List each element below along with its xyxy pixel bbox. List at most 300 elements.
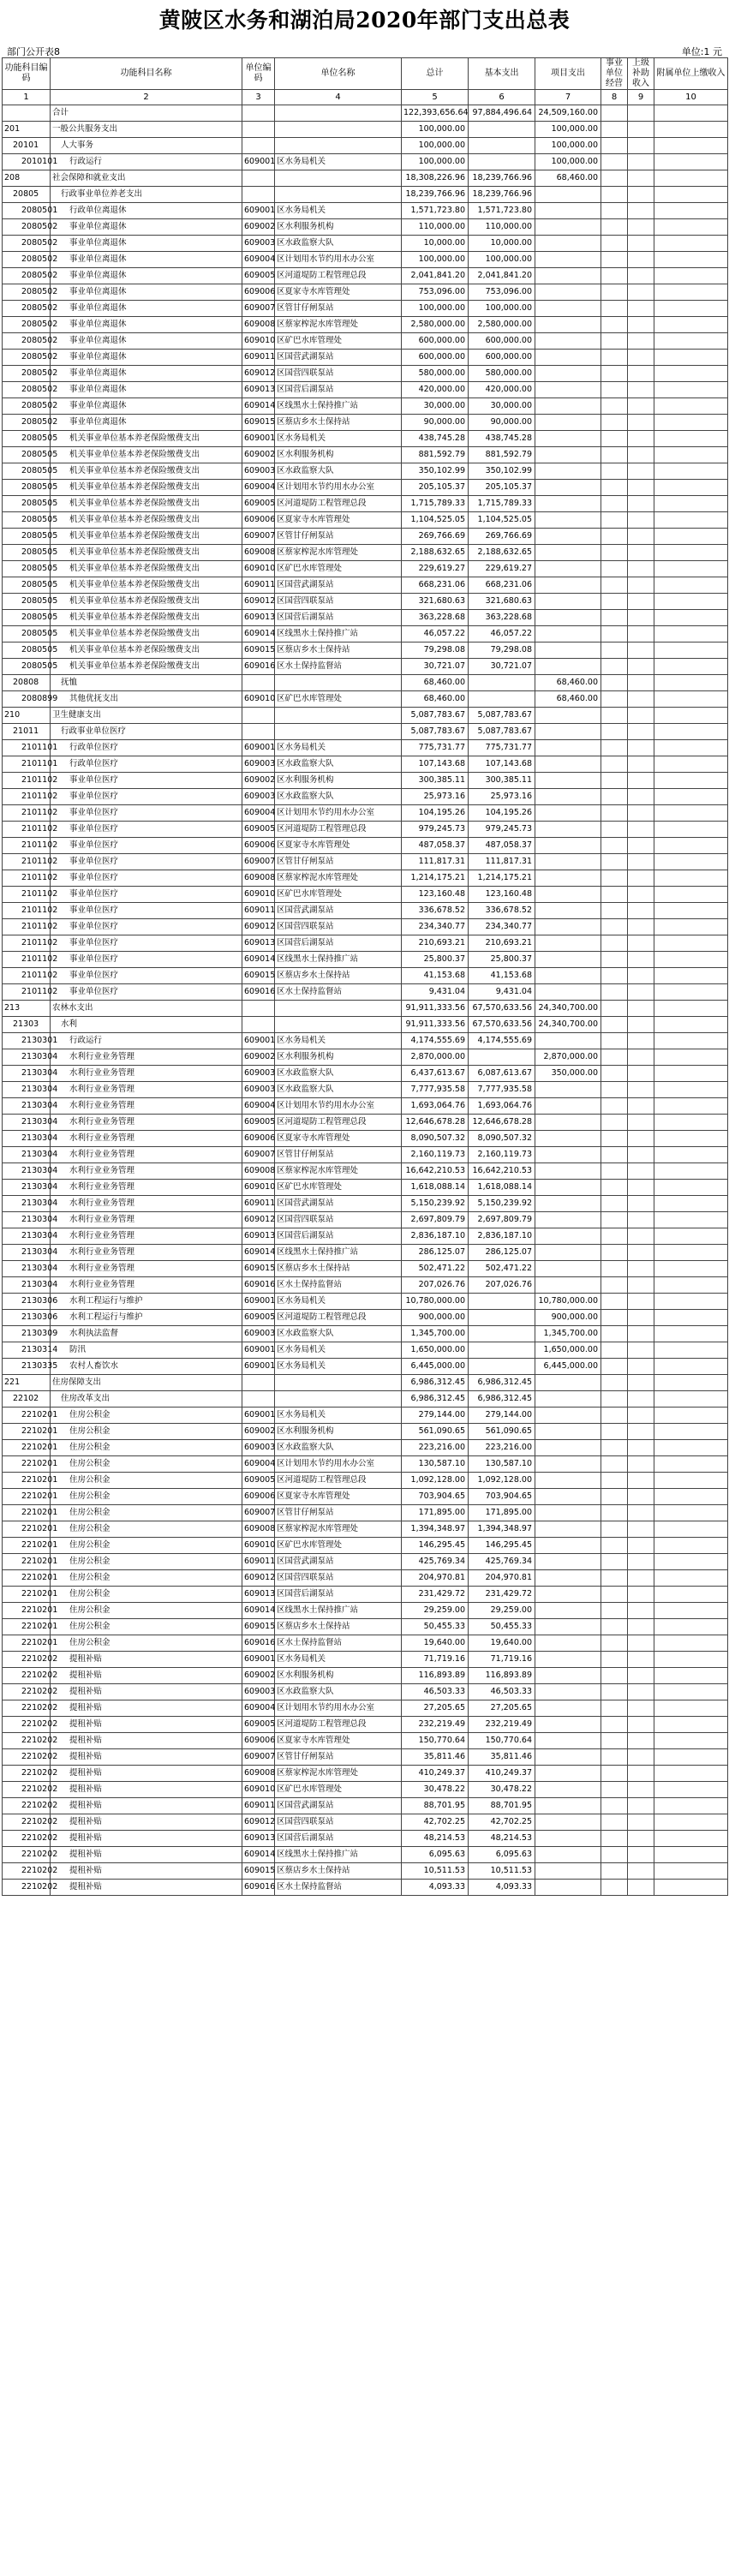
superior-subsidy-cell (628, 122, 654, 138)
unit-name-cell: 区水土保持监督站 (275, 1880, 402, 1896)
project-expense-cell (535, 1863, 601, 1880)
basic-expense-cell: 1,092,128.00 (469, 1473, 535, 1489)
unit-code-cell: 609001 (242, 1359, 275, 1375)
function-name-cell: 行政运行 (51, 1033, 242, 1049)
function-name-cell: 水利行业业务管理 (51, 1180, 242, 1196)
table-row (3, 1001, 728, 1017)
superior-subsidy-cell (628, 1098, 654, 1115)
function-code-cell: 2130304 (3, 1098, 51, 1115)
function-code-cell: 2080505 (3, 594, 51, 610)
function-name-cell: 提租补贴 (51, 1717, 242, 1733)
project-expense-cell (535, 1880, 601, 1896)
total-cell: 29,259.00 (402, 1603, 469, 1619)
function-name-cell: 住房保障支出 (51, 1375, 242, 1391)
function-name-cell: 事业单位医疗 (51, 854, 242, 870)
unit-name-cell: 区水政监察大队 (275, 463, 402, 480)
unit-code-cell: 609011 (242, 350, 275, 366)
total-cell: 16,642,210.53 (402, 1163, 469, 1180)
function-name-cell: 机关事业单位基本养老保险缴费支出 (51, 545, 242, 561)
function-code-cell: 2210202 (3, 1798, 51, 1814)
total-cell: 881,592.79 (402, 447, 469, 463)
function-name-cell: 事业单位医疗 (51, 870, 242, 887)
total-cell: 7,777,935.58 (402, 1082, 469, 1098)
table-row (3, 1147, 728, 1163)
affiliate-income-cell (654, 919, 728, 935)
function-code-cell: 2101102 (3, 952, 51, 968)
project-expense-cell (535, 740, 601, 756)
header-cell: 项目支出 (535, 58, 601, 90)
function-code-cell: 2080505 (3, 659, 51, 675)
affiliate-income-cell (654, 268, 728, 284)
basic-expense-cell: 111,817.31 (469, 854, 535, 870)
function-name-cell: 事业单位医疗 (51, 822, 242, 838)
dept-operation-cell (601, 236, 628, 252)
function-code-cell: 2210202 (3, 1652, 51, 1668)
function-name-cell: 机关事业单位基本养老保险缴费支出 (51, 594, 242, 610)
dept-operation-cell (601, 1505, 628, 1521)
dept-operation-cell (601, 1635, 628, 1652)
project-expense-cell (535, 919, 601, 935)
unit-code-cell: 609001 (242, 154, 275, 170)
total-cell: 19,640.00 (402, 1635, 469, 1652)
table-row (3, 382, 728, 398)
function-code-cell: 2210202 (3, 1700, 51, 1717)
total-cell: 90,000.00 (402, 415, 469, 431)
project-expense-cell (535, 610, 601, 626)
total-cell: 1,214,175.21 (402, 870, 469, 887)
dept-operation-cell (601, 366, 628, 382)
dept-operation-cell (601, 903, 628, 919)
total-cell: 50,455.33 (402, 1619, 469, 1635)
total-cell: 4,093.33 (402, 1880, 469, 1896)
dept-operation-cell (601, 1814, 628, 1831)
function-code-cell: 2101102 (3, 822, 51, 838)
dept-operation-cell (601, 1115, 628, 1131)
function-name-cell: 提租补贴 (51, 1831, 242, 1847)
total-cell: 100,000.00 (402, 252, 469, 268)
column-number: 8 (601, 90, 628, 105)
table-row (3, 1196, 728, 1212)
superior-subsidy-cell (628, 789, 654, 805)
function-name-cell: 行政单位离退休 (51, 203, 242, 219)
superior-subsidy-cell (628, 1749, 654, 1766)
dept-operation-cell (601, 1424, 628, 1440)
unit-name-cell: 区夏家寺水库管理处 (275, 1733, 402, 1749)
unit-code-cell: 609006 (242, 1733, 275, 1749)
unit-code-cell (242, 105, 275, 122)
table-row (3, 1310, 728, 1326)
function-name-cell: 抚恤 (51, 675, 242, 691)
unit-name-cell (275, 105, 402, 122)
superior-subsidy-cell (628, 952, 654, 968)
dept-operation-cell (601, 675, 628, 691)
unit-code-cell: 609005 (242, 822, 275, 838)
unit-name-cell (275, 724, 402, 740)
affiliate-income-cell (654, 838, 728, 854)
total-cell: 1,571,723.80 (402, 203, 469, 219)
function-code-cell: 2210202 (3, 1814, 51, 1831)
unit-code-cell: 609011 (242, 903, 275, 919)
column-number: 4 (275, 90, 402, 105)
function-code-cell: 21011 (3, 724, 51, 740)
project-expense-cell: 350,000.00 (535, 1066, 601, 1082)
function-code-cell: 2210201 (3, 1554, 51, 1570)
basic-expense-cell: 4,174,555.69 (469, 1033, 535, 1049)
function-code-cell: 2130306 (3, 1310, 51, 1326)
function-code-cell: 2210201 (3, 1587, 51, 1603)
function-name-cell: 水利行业业务管理 (51, 1066, 242, 1082)
unit-code-cell: 609015 (242, 643, 275, 659)
function-name-cell: 住房公积金 (51, 1635, 242, 1652)
dept-operation-cell (601, 887, 628, 903)
total-cell: 5,087,783.67 (402, 724, 469, 740)
total-cell: 234,340.77 (402, 919, 469, 935)
dept-operation-cell (601, 170, 628, 187)
total-cell: 753,096.00 (402, 284, 469, 301)
affiliate-income-cell (654, 1408, 728, 1424)
superior-subsidy-cell (628, 463, 654, 480)
unit-name-cell: 区矿巴水库管理处 (275, 561, 402, 577)
project-expense-cell (535, 1782, 601, 1798)
function-name-cell: 提租补贴 (51, 1847, 242, 1863)
unit-name-cell: 区夏家寺水库管理处 (275, 512, 402, 529)
table-row (3, 1294, 728, 1310)
project-expense-cell (535, 1652, 601, 1668)
unit-name-cell: 区国营后湖泵站 (275, 1228, 402, 1245)
superior-subsidy-cell (628, 1066, 654, 1082)
unit-code-cell: 609011 (242, 1196, 275, 1212)
dept-operation-cell (601, 447, 628, 463)
total-cell: 5,087,783.67 (402, 708, 469, 724)
unit-name-cell: 区蔡店乡水土保持站 (275, 1863, 402, 1880)
unit-name-cell: 区夏家寺水库管理处 (275, 838, 402, 854)
project-expense-cell: 2,870,000.00 (535, 1049, 601, 1066)
affiliate-income-cell (654, 415, 728, 431)
project-expense-cell (535, 284, 601, 301)
function-code-cell: 2130304 (3, 1261, 51, 1277)
dept-operation-cell (601, 1570, 628, 1587)
function-name-cell: 水利行业业务管理 (51, 1196, 242, 1212)
function-name-cell: 提租补贴 (51, 1700, 242, 1717)
basic-expense-cell: 2,160,119.73 (469, 1147, 535, 1163)
project-expense-cell (535, 854, 601, 870)
basic-expense-cell: 90,000.00 (469, 415, 535, 431)
affiliate-income-cell (654, 1831, 728, 1847)
total-cell: 410,249.37 (402, 1766, 469, 1782)
unit-name-cell: 区国营后湖泵站 (275, 1587, 402, 1603)
function-name-cell: 事业单位医疗 (51, 968, 242, 984)
project-expense-cell (535, 1798, 601, 1814)
unit-code-cell: 609006 (242, 512, 275, 529)
function-code-cell: 221 (3, 1375, 51, 1391)
total-cell: 1,693,064.76 (402, 1098, 469, 1115)
unit-code-cell (242, 138, 275, 154)
basic-expense-cell: 18,239,766.96 (469, 170, 535, 187)
affiliate-income-cell (654, 1538, 728, 1554)
table-row (3, 1163, 728, 1180)
unit-code-cell: 609010 (242, 887, 275, 903)
dept-operation-cell (601, 1049, 628, 1066)
table-row (3, 626, 728, 643)
dept-operation-cell (601, 154, 628, 170)
unit-code-cell: 609007 (242, 1749, 275, 1766)
basic-expense-cell: 6,986,312.45 (469, 1375, 535, 1391)
dept-operation-cell (601, 1798, 628, 1814)
function-name-cell: 机关事业单位基本养老保险缴费支出 (51, 577, 242, 594)
basic-expense-cell: 146,295.45 (469, 1538, 535, 1554)
unit-name-cell: 区计划用水节约用水办公室 (275, 1098, 402, 1115)
total-cell: 269,766.69 (402, 529, 469, 545)
total-cell: 204,970.81 (402, 1570, 469, 1587)
expenditure-table (2, 57, 728, 1896)
dept-operation-cell (601, 1668, 628, 1684)
function-code-cell: 2080505 (3, 496, 51, 512)
column-number: 1 (3, 90, 51, 105)
function-name-cell: 其他优抚支出 (51, 691, 242, 708)
total-cell: 30,478.22 (402, 1782, 469, 1798)
unit-name-cell: 区水土保持监督站 (275, 984, 402, 1001)
unit-code-cell: 609007 (242, 854, 275, 870)
superior-subsidy-cell (628, 1652, 654, 1668)
project-expense-cell (535, 1521, 601, 1538)
function-code-cell: 2080502 (3, 415, 51, 431)
project-expense-cell: 1,650,000.00 (535, 1342, 601, 1359)
superior-subsidy-cell (628, 1782, 654, 1798)
dept-operation-cell (601, 1652, 628, 1668)
dept-operation-cell (601, 219, 628, 236)
table-row (3, 1880, 728, 1896)
unit-name-cell: 区河道堤防工程管理总段 (275, 1310, 402, 1326)
unit-code-cell: 609014 (242, 952, 275, 968)
project-expense-cell (535, 935, 601, 952)
superior-subsidy-cell (628, 1310, 654, 1326)
total-cell: 600,000.00 (402, 350, 469, 366)
function-name-cell: 水利 (51, 1017, 242, 1033)
affiliate-income-cell (654, 935, 728, 952)
table-row (3, 187, 728, 203)
affiliate-income-cell (654, 659, 728, 675)
unit-code-cell: 609004 (242, 252, 275, 268)
superior-subsidy-cell (628, 1342, 654, 1359)
table-row (3, 1749, 728, 1766)
header-cell: 上级补助收入 (628, 58, 654, 90)
affiliate-income-cell (654, 122, 728, 138)
superior-subsidy-cell (628, 1196, 654, 1212)
column-number: 10 (654, 90, 728, 105)
dept-operation-cell (601, 284, 628, 301)
unit-code-cell: 609002 (242, 1049, 275, 1066)
unit-name-cell: 区国营武湖泵站 (275, 350, 402, 366)
dept-operation-cell (601, 659, 628, 675)
total-cell: 111,817.31 (402, 854, 469, 870)
unit-code-cell: 609010 (242, 1782, 275, 1798)
table-row (3, 870, 728, 887)
total-cell: 8,090,507.32 (402, 1131, 469, 1147)
unit-code-cell: 609013 (242, 610, 275, 626)
total-cell: 5,150,239.92 (402, 1196, 469, 1212)
affiliate-income-cell (654, 577, 728, 594)
unit-code-cell: 609010 (242, 333, 275, 350)
dept-operation-cell (601, 1131, 628, 1147)
total-cell: 12,646,678.28 (402, 1115, 469, 1131)
function-code-cell: 2210201 (3, 1440, 51, 1456)
unit-name-cell (275, 1375, 402, 1391)
affiliate-income-cell (654, 887, 728, 903)
dept-operation-cell (601, 1521, 628, 1538)
basic-expense-cell: 25,973.16 (469, 789, 535, 805)
project-expense-cell (535, 1831, 601, 1847)
total-cell: 107,143.68 (402, 756, 469, 773)
function-code-cell: 2210202 (3, 1880, 51, 1896)
function-code-cell: 2210202 (3, 1668, 51, 1684)
dept-operation-cell (601, 138, 628, 154)
unit-name-cell: 区河道堤防工程管理总段 (275, 1473, 402, 1489)
superior-subsidy-cell (628, 512, 654, 529)
unit-name-cell: 区国营后湖泵站 (275, 610, 402, 626)
total-cell: 205,105.37 (402, 480, 469, 496)
basic-expense-cell: 19,640.00 (469, 1635, 535, 1652)
function-code-cell: 2130304 (3, 1082, 51, 1098)
header-cell: 事业单位经营 (601, 58, 628, 90)
superior-subsidy-cell (628, 366, 654, 382)
basic-expense-cell: 2,041,841.20 (469, 268, 535, 284)
project-expense-cell (535, 1082, 601, 1098)
table-row (3, 1863, 728, 1880)
affiliate-income-cell (654, 333, 728, 350)
function-name-cell: 机关事业单位基本养老保险缴费支出 (51, 610, 242, 626)
table-row (3, 577, 728, 594)
function-name-cell: 提租补贴 (51, 1814, 242, 1831)
project-expense-cell (535, 317, 601, 333)
project-expense-cell (535, 838, 601, 854)
unit-code-cell: 609003 (242, 756, 275, 773)
basic-expense-cell: 438,745.28 (469, 431, 535, 447)
affiliate-income-cell (654, 756, 728, 773)
function-code-cell: 2080502 (3, 284, 51, 301)
project-expense-cell (535, 643, 601, 659)
table-row (3, 838, 728, 854)
function-code-cell: 2210202 (3, 1684, 51, 1700)
affiliate-income-cell (654, 903, 728, 919)
column-number: 5 (402, 90, 469, 105)
function-name-cell: 一般公共服务支出 (51, 122, 242, 138)
function-name-cell: 水利行业业务管理 (51, 1147, 242, 1163)
basic-expense-cell: 48,214.53 (469, 1831, 535, 1847)
function-code-cell: 2130304 (3, 1163, 51, 1180)
table-row (3, 431, 728, 447)
function-name-cell: 住房公积金 (51, 1570, 242, 1587)
basic-expense-cell: 234,340.77 (469, 919, 535, 935)
unit-code-cell: 609005 (242, 1473, 275, 1489)
function-code-cell (3, 105, 51, 122)
function-code-cell: 2101101 (3, 756, 51, 773)
unit-name-cell: 区水政监察大队 (275, 1440, 402, 1456)
function-name-cell: 机关事业单位基本养老保险缴费支出 (51, 463, 242, 480)
function-name-cell: 防汛 (51, 1342, 242, 1359)
affiliate-income-cell (654, 773, 728, 789)
function-code-cell: 2210202 (3, 1717, 51, 1733)
basic-expense-cell: 232,219.49 (469, 1717, 535, 1733)
project-expense-cell (535, 1473, 601, 1489)
superior-subsidy-cell (628, 659, 654, 675)
function-code-cell: 2130309 (3, 1326, 51, 1342)
table-row (3, 1326, 728, 1342)
dept-operation-cell (601, 431, 628, 447)
function-name-cell: 事业单位离退休 (51, 236, 242, 252)
unit-label: 单位:1 元 (681, 46, 722, 57)
total-cell: 1,650,000.00 (402, 1342, 469, 1359)
dept-operation-cell (601, 1700, 628, 1717)
unit-name-cell: 区国营武湖泵站 (275, 903, 402, 919)
unit-name-cell: 区水务局机关 (275, 431, 402, 447)
superior-subsidy-cell (628, 903, 654, 919)
unit-code-cell: 609007 (242, 1147, 275, 1163)
unit-name-cell: 区蔡家榨泥水库管理处 (275, 317, 402, 333)
project-expense-cell (535, 1391, 601, 1408)
superior-subsidy-cell (628, 1635, 654, 1652)
affiliate-income-cell (654, 203, 728, 219)
function-name-cell: 行政事业单位医疗 (51, 724, 242, 740)
affiliate-income-cell (654, 789, 728, 805)
basic-expense-cell: 88,701.95 (469, 1798, 535, 1814)
superior-subsidy-cell (628, 1831, 654, 1847)
table-row (3, 887, 728, 903)
function-code-cell: 2130304 (3, 1115, 51, 1131)
project-expense-cell (535, 968, 601, 984)
dept-operation-cell (601, 1831, 628, 1847)
unit-code-cell: 609012 (242, 919, 275, 935)
unit-code-cell: 609008 (242, 870, 275, 887)
unit-name-cell: 区河道堤防工程管理总段 (275, 268, 402, 284)
project-expense-cell (535, 1717, 601, 1733)
header-cell: 功能科目名称 (51, 58, 242, 90)
project-expense-cell (535, 480, 601, 496)
table-row (3, 1424, 728, 1440)
unit-name-cell: 区河道堤防工程管理总段 (275, 822, 402, 838)
basic-expense-cell: 205,105.37 (469, 480, 535, 496)
basic-expense-cell: 5,087,783.67 (469, 724, 535, 740)
unit-name-cell: 区蔡家榨泥水库管理处 (275, 545, 402, 561)
dept-operation-cell (601, 1408, 628, 1424)
unit-name-cell: 区水政监察大队 (275, 1082, 402, 1098)
total-cell: 79,298.08 (402, 643, 469, 659)
basic-expense-cell: 350,102.99 (469, 463, 535, 480)
function-code-cell: 2210202 (3, 1847, 51, 1863)
unit-name-cell: 区线黑水土保持推广站 (275, 626, 402, 643)
unit-name-cell: 区夏家寺水库管理处 (275, 1131, 402, 1147)
unit-name-cell (275, 1001, 402, 1017)
basic-expense-cell: 107,143.68 (469, 756, 535, 773)
unit-name-cell: 区水利服务机构 (275, 219, 402, 236)
total-cell: 2,870,000.00 (402, 1049, 469, 1066)
unit-name-cell: 区水政监察大队 (275, 1684, 402, 1700)
function-code-cell: 2210202 (3, 1766, 51, 1782)
project-expense-cell (535, 1814, 601, 1831)
function-code-cell: 2080505 (3, 447, 51, 463)
total-cell: 4,174,555.69 (402, 1033, 469, 1049)
project-expense-cell (535, 350, 601, 366)
basic-expense-cell (469, 1049, 535, 1066)
dept-operation-cell (601, 1326, 628, 1342)
basic-expense-cell: 150,770.64 (469, 1733, 535, 1749)
table-row (3, 1782, 728, 1798)
function-name-cell: 住房公积金 (51, 1489, 242, 1505)
unit-code-cell: 609001 (242, 203, 275, 219)
table-row (3, 236, 728, 252)
function-code-cell: 2080505 (3, 529, 51, 545)
superior-subsidy-cell (628, 1880, 654, 1896)
function-code-cell: 2080502 (3, 333, 51, 350)
